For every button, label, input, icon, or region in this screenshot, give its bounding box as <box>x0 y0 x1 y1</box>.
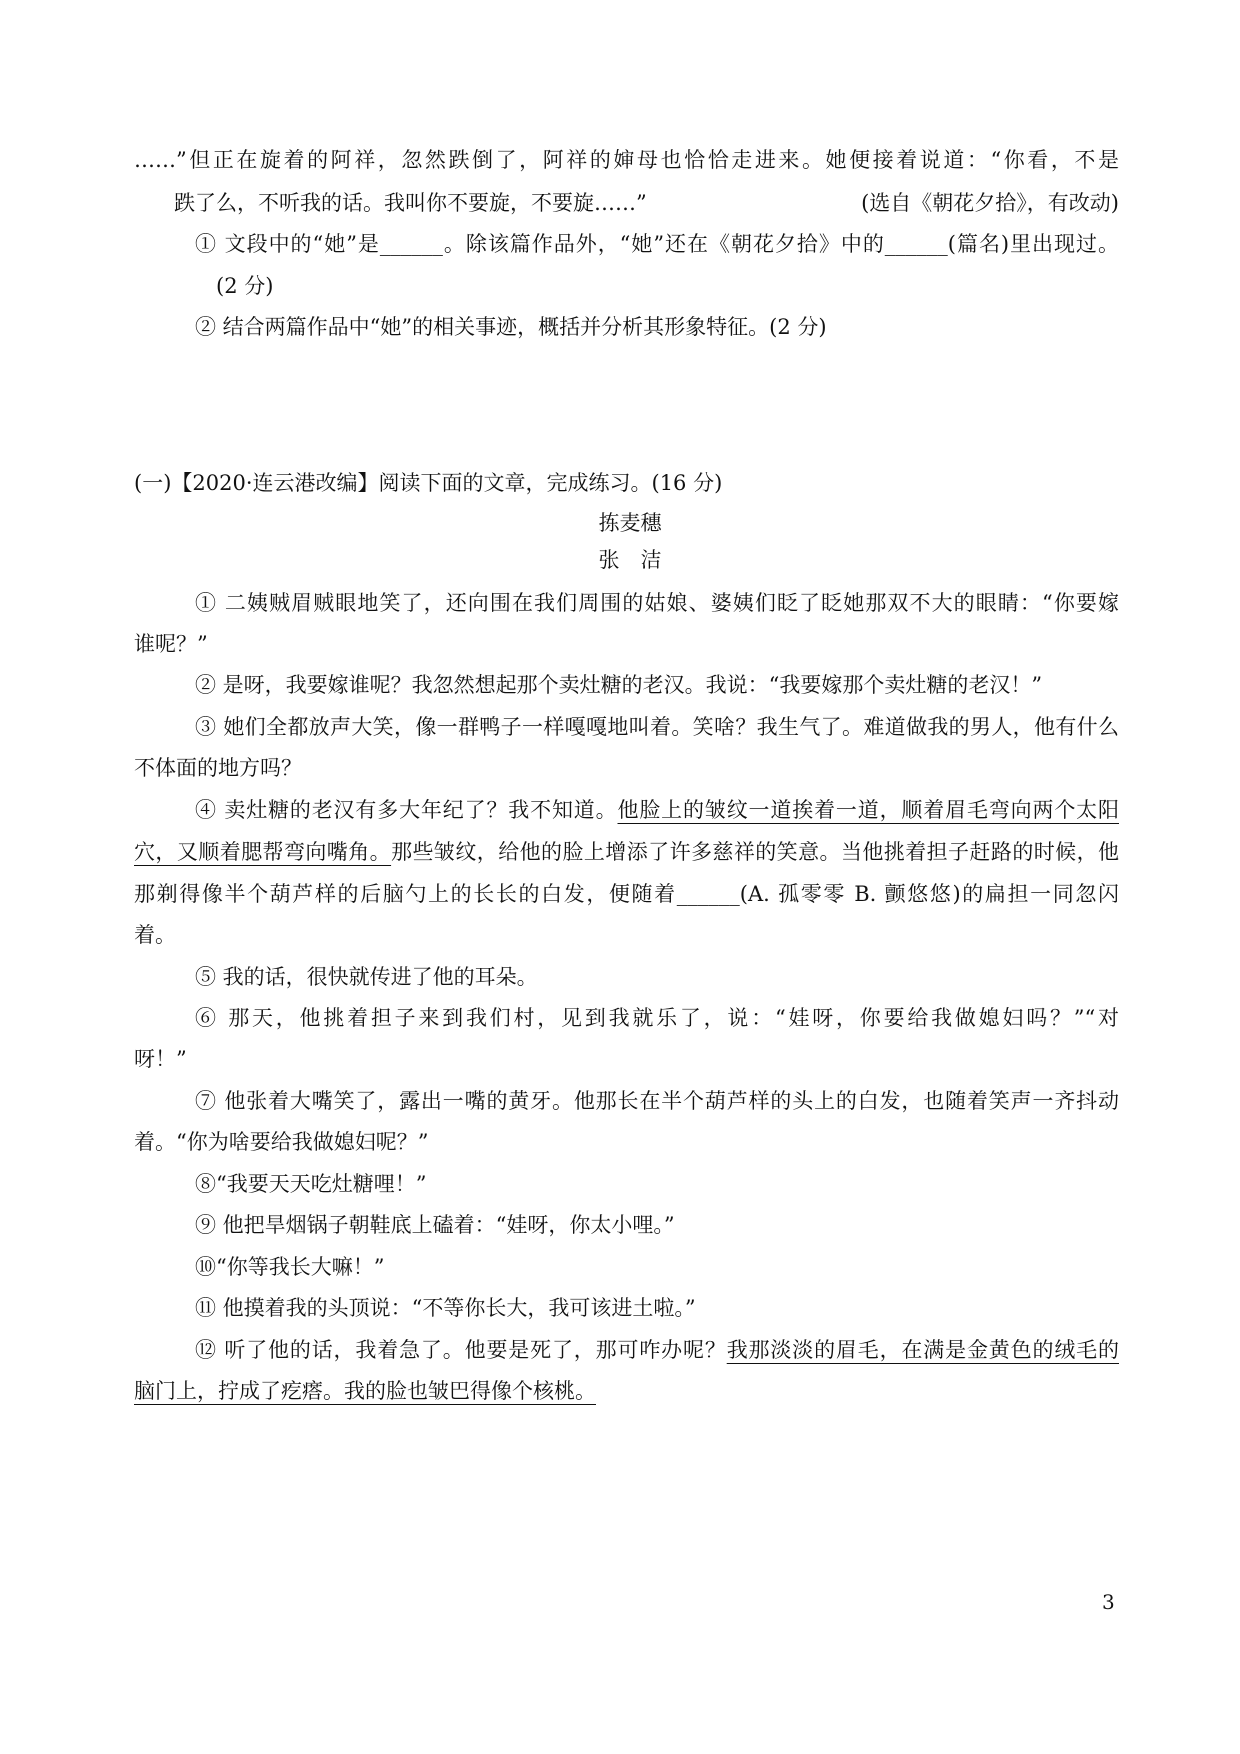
question-1: ① 文段中的“她”是______。除该篇作品外，“她”还在《朝花夕拾》中的______(篇名)里出现过。 <box>195 232 1119 256</box>
paragraph-1-line-2: 谁呢？” <box>134 632 208 656</box>
excerpt-source: (选自《朝花夕拾》，有改动) <box>861 191 1119 215</box>
paragraph-7-line-1: ⑦ 他张着大嘴笑了，露出一嘴的黄牙。他那长在半个葫芦样的头上的白发，也随着笑声一齐抖动 <box>195 1089 1119 1113</box>
paragraph-4-text-2: 那些皱纹，给他的脸上增添了许多慈祥的笑意。当他挑着担子赶路的时候，他 <box>391 840 1120 864</box>
paragraph-6-line-1: ⑥ 那天，他挑着担子来到我们村，见到我就乐了，说：“娃呀，你要给我做媳妇吗？”“对 <box>195 1006 1119 1030</box>
paragraph-12-line-2 <box>134 1381 596 1402</box>
article-title: 拣麦穗 <box>598 511 662 535</box>
paragraph-12-line-1 <box>195 1340 1119 1361</box>
paragraph-1-line-1: ① 二姨贼眉贼眼地笑了，还向围在我们周围的姑娘、婆姨们眨了眨她那双不大的眼睛：“你要嫁 <box>195 591 1119 615</box>
paragraph-6-line-2: 呀！” <box>134 1047 187 1071</box>
question-2: ② 结合两篇作品中“她”的相关事迹，概括并分析其形象特征。(2 分) <box>195 315 827 339</box>
paragraph-9: ⑨ 他把旱烟锅子朝鞋底上磕着：“娃呀，你太小哩。” <box>195 1213 675 1237</box>
article-author: 张 洁 <box>598 548 662 572</box>
underlined-sentence-1-end: 穴，又顺着腮帮弯向嘴角。 <box>134 840 392 864</box>
excerpt-line-2: 跌了么，不听我的话。我叫你不要旋，不要旋……” <box>174 191 647 215</box>
paragraph-4-line-4: 着。 <box>134 923 176 947</box>
paragraph-3-line-2: 不体面的地方吗？ <box>134 756 302 780</box>
excerpt-line-1: ……”但正在旋着的阿祥，忽然跌倒了，阿祥的婶母也恰恰走进来。她便接着说道：“你看，不是 <box>134 148 1119 172</box>
question-1-score: (2 分) <box>216 274 274 298</box>
underlined-sentence-2: 我那淡淡的眉毛，在满是金黄色的绒毛的 <box>726 1338 1119 1362</box>
paragraph-3-line-1: ③ 她们全都放声大笑，像一群鸭子一样嘎嘎地叫着。笑啥？我生气了。难道做我的男人，他有什么 <box>195 715 1119 739</box>
paragraph-11: ⑪ 他摸着我的头顶说：“不等你长大，我可该进土啦。” <box>195 1296 696 1320</box>
paragraph-2: ② 是呀，我要嫁谁呢？我忽然想起那个卖灶糖的老汉。我说：“我要嫁那个卖灶糖的老汉！” <box>195 673 1043 697</box>
page-number: 3 <box>1102 1590 1115 1614</box>
section-heading: (一)【2020·连云港改编】阅读下面的文章，完成练习。(16 分) <box>134 471 723 495</box>
underlined-sentence-1: 他脸上的皱纹一道挨着一道，顺着眉毛弯向两个太阳 <box>617 798 1119 822</box>
paragraph-7-line-2: 着。“你为啥要给我做媳妇呢？” <box>134 1130 429 1154</box>
paragraph-4-line-3: 那剃得像半个葫芦样的后脑勺上的长长的白发，便随着______(A. 孤零零 B. 颤悠悠)的扁担一同忽闪 <box>134 882 1119 906</box>
paragraph-4-line-2 <box>134 842 1119 863</box>
paragraph-10: ⑩“你等我长大嘛！” <box>195 1255 385 1279</box>
paragraph-8: ⑧“我要天天吃灶糖哩！” <box>195 1172 427 1196</box>
paragraph-12-text: ⑫ 听了他的话，我着急了。他要是死了，那可咋办呢？ <box>195 1338 727 1362</box>
paragraph-5: ⑤ 我的话，很快就传进了他的耳朵。 <box>195 965 538 989</box>
paragraph-4-text: ④ 卖灶糖的老汉有多大年纪了？我不知道。 <box>195 798 618 822</box>
underlined-sentence-2-end: 脑门上，拧成了疙瘩。我的脸也皱巴得像个核桃。 <box>134 1379 596 1403</box>
paragraph-4-line-1 <box>195 800 1119 821</box>
